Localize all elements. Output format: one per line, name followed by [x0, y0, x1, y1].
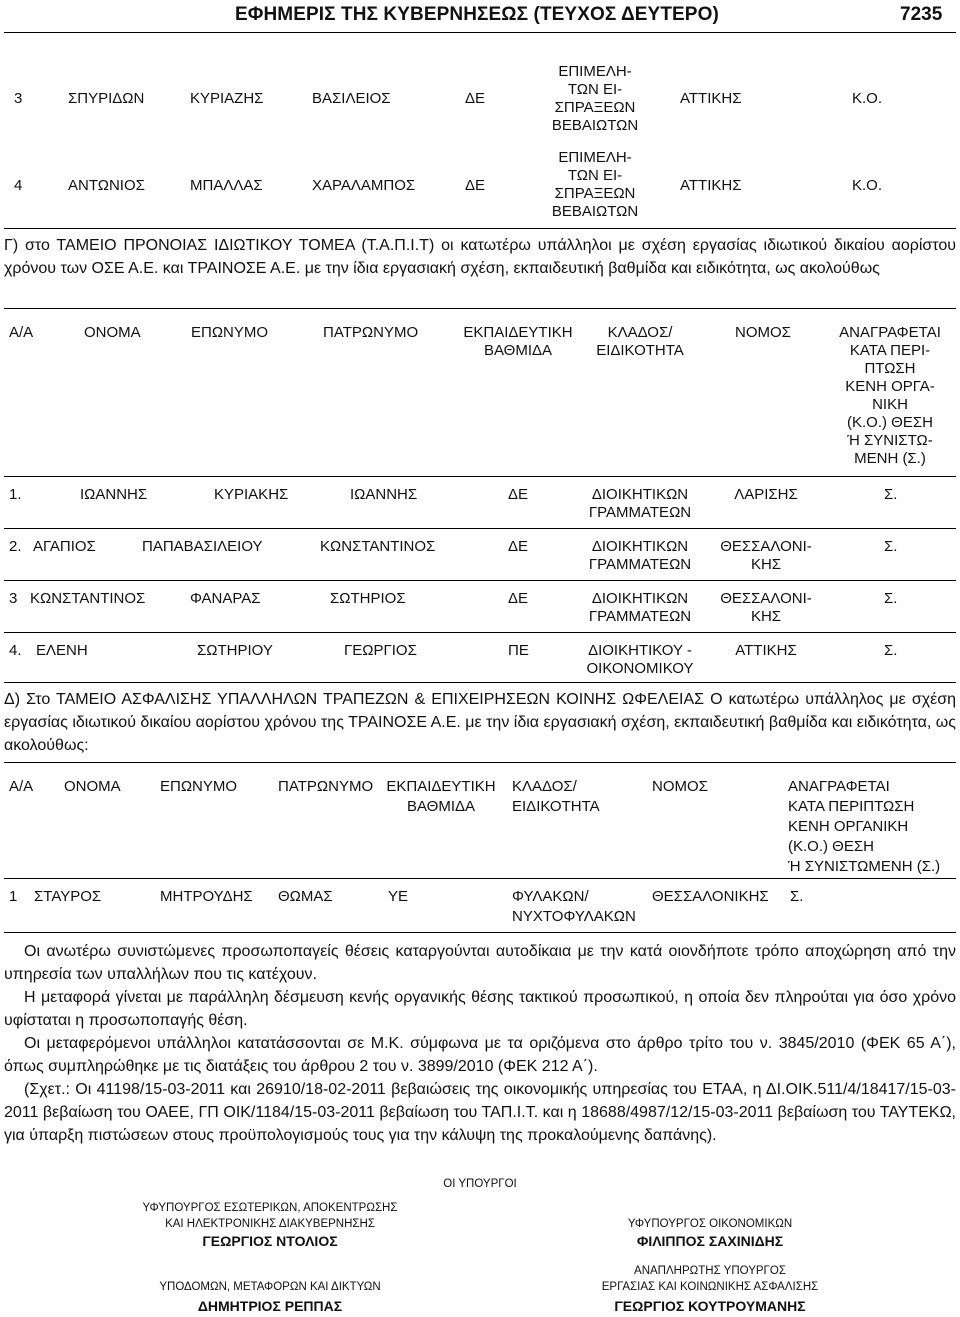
page-number: 7235: [900, 4, 943, 25]
signature-name: ΓΕΩΡΓΙΟΣ ΚΟΥΤΡΟΥΜΑΝΗΣ: [614, 1298, 806, 1314]
signature-block-labour: ΑΝΑΠΛΗΡΩΤΗΣ ΥΠΟΥΡΓΟΣ ΕΡΓΑΣΙΑΣ ΚΑΙ ΚΟΙΝΩΝΙΚΗΣ ΑΣΦΑΛΙΣΗΣ: [601, 1265, 819, 1293]
table-g-header-rule: [4, 476, 956, 477]
signature-block-infrastructure: ΥΠΟΔΟΜΩΝ, ΜΕΤΑΦΟΡΩΝ ΚΑΙ ΔΙΚΤΥΩΝ: [159, 1281, 381, 1293]
table-g-top-rule: [4, 308, 956, 309]
gazette-title: ΕΦΗΜΕΡΙΣ ΤΗΣ ΚΥΒΕΡΝΗΣΕΩΣ (ΤΕΥΧΟΣ ΔΕΥΤΕΡΟ): [235, 4, 719, 25]
signature-name: ΦΙΛΙΠΠΟΣ ΣΑΧΙΝΙΔΗΣ: [636, 1233, 784, 1249]
signature-block-finance: ΥΦΥΠΟΥΡΓΟΣ ΟΙΚΟΝΟΜΙΚΩΝ: [627, 1218, 793, 1230]
row-rule: [4, 580, 956, 581]
page-header: [0, 0, 960, 30]
row-rule: [4, 632, 956, 633]
header-rule: [4, 32, 956, 33]
paragraph-references: (Σχετ.: Οι 41198/15-03-2011 και 26910/18-02-2011 βεβαιώσεις της οικονομικής υπηρεσίας του ΕΤΑΑ, η ΔΙ.ΟΙΚ.511/4/18417/15-03-2011 βεβαίωση του ΟΑΕΕ, ΓΠ ΟΙΚ/1184/15-03-2011 βεβαίωση του ΤΑΠ.Ι.Τ. και η 18688/4987/12/15-03-2011 βεβαίωση του ΤΑΥΤΕΚΩ, για ύπαρξη πιστώσεων στους προϋπολογισμούς τους για την κάλυψη της προκαλούμενης δαπάνης).: [4, 1081, 956, 1144]
paragraph-classification: Οι μεταφερόμενοι υπάλληλοι κατατάσσονται σε Μ.Κ. σύμφωνα με τα οριζόμενα στο άρθρο τρίτο του ν. 3845/2010 (ΦΕΚ 65 Α΄), όπως συμπληρώθηκε με τις διατάξεις του άρθρου 2 του ν. 3899/2010 (ΦΕΚ 212 Α΄).: [4, 1035, 956, 1075]
signature-block-interior: ΥΦΥΠΟΥΡΓΟΣ ΕΣΩΤΕΡΙΚΩΝ, ΑΠΟΚΕΝΤΡΩΣΗΣ ΚΑΙ ΗΛΕΚΤΡΟΝΙΚΗΣ ΔΙΑΚΥΒΕΡΝΗΣΗΣ: [142, 1202, 398, 1230]
signature-name: ΓΕΩΡΓΙΟΣ ΝΤΟΛΙΟΣ: [202, 1233, 338, 1249]
section-d-intro: Δ) Στο ΤΑΜΕΙΟ ΑΣΦΑΛΙΣΗΣ ΥΠΑΛΛΗΛΩΝ ΤΡΑΠΕΖΩΝ & ΕΠΙΧΕΙΡΗΣΕΩΝ ΚΟΙΝΗΣ ΩΦΕΛΕΙΑΣ Ο κατωτέρω υπάλληλος με σχέση εργασίας ιδιωτικού δικαίου αορίστου χρόνου της ΤΡΑΙΝΟΣΕ Α.Ε. με την ίδια εργασιακή σχέση, εκπαιδευτική βαθμίδα και ειδικότητα, ως ακολούθως:: [4, 691, 956, 754]
table-d-bottom-rule: [4, 932, 956, 933]
paragraph-transfer: Η μεταφορά γίνεται με παράλληλη δέσμευση κενής οργανικής θέσης τακτικού προσωπικού, η οποία δεν πληρούται για όσο χρόνο υφίσταται η προσωποπαγής θέση.: [4, 989, 956, 1029]
paragraph-abolition: Οι ανωτέρω συνιστώμενες προσωποπαγείς θέσεις καταργούνται αυτοδίκαια με την κατά οιονδήποτε τρόπο αποχώρηση από την υπηρεσία των υπαλλήλων που τις κατέχουν.: [4, 943, 956, 983]
signatures-heading: ΟΙ ΥΠΟΥΡΓΟΙ: [443, 1178, 517, 1190]
table-g-bottom-rule: [4, 682, 956, 683]
table-a-bottom-rule: [4, 228, 956, 229]
section-g-intro: Γ) στο ΤΑΜΕΙΟ ΠΡΟΝΟΙΑΣ ΙΔΙΩΤΙΚΟΥ ΤΟΜΕΑ (Τ.Α.Π.Ι.Τ) οι κατωτέρω υπάλληλοι με σχέση εργασίας ιδιωτικού δικαίου αορίστου χρόνου των ΟΣΕ Α.Ε. και ΤΡΑΙΝΟΣΕ Α.Ε. με την ίδια εργασιακή σχέση, εκπαιδευτική βαθμίδα και ειδικότητα, ως ακολούθως: [4, 237, 956, 277]
signature-name: ΔΗΜΗΤΡΙΟΣ ΡΕΠΠΑΣ: [197, 1298, 343, 1314]
table-d-header-rule: [4, 878, 956, 879]
row-rule: [4, 528, 956, 529]
table-d-top-rule: [4, 762, 956, 763]
